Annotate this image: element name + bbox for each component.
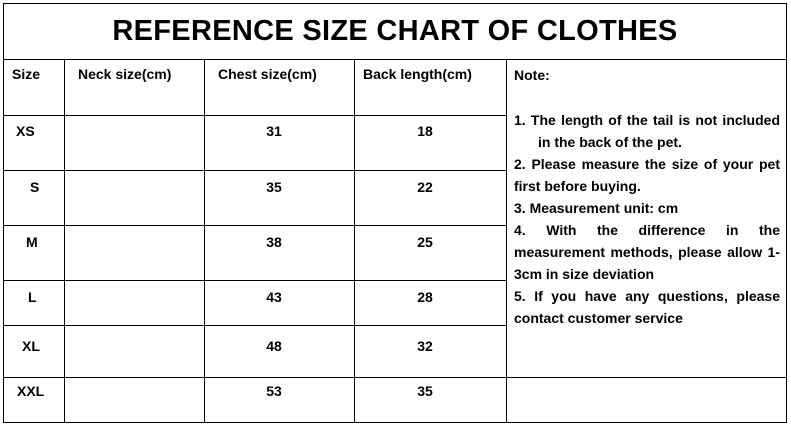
chest-cell: 35 (266, 179, 282, 195)
chest-cell: 31 (266, 123, 282, 139)
note-item: 5. If you have any questions, please contact customer service (514, 288, 780, 326)
size-cell: XS (16, 123, 35, 139)
divider (4, 225, 506, 226)
chest-cell: 43 (266, 289, 282, 305)
notes-list (514, 109, 780, 329)
header-back: Back length(cm) (363, 66, 472, 82)
back-cell: 22 (417, 179, 433, 195)
size-cell: XXL (17, 383, 45, 399)
note-item: 3. Measurement unit: cm (514, 200, 679, 216)
header-neck: Neck size(cm) (78, 66, 172, 82)
chest-cell: 48 (266, 338, 282, 354)
size-cell: L (28, 289, 37, 305)
divider (4, 170, 506, 171)
divider (506, 60, 507, 422)
back-cell: 28 (417, 289, 433, 305)
divider (4, 280, 506, 281)
back-cell: 35 (417, 383, 433, 399)
back-cell: 32 (417, 338, 433, 354)
header-size: Size (12, 66, 41, 82)
divider (4, 377, 786, 378)
back-cell: 18 (417, 123, 433, 139)
note-item: 1. The length of the tail is not included in the back of the pet. (514, 112, 780, 150)
chest-cell: 53 (266, 383, 282, 399)
chest-cell: 38 (266, 234, 282, 250)
divider (4, 325, 506, 326)
divider (4, 115, 506, 116)
header-chest: Chest size(cm) (218, 66, 317, 82)
note-item: 4. With the difference in the measurement methods, please allow 1-3cm in size deviation (514, 222, 780, 282)
back-cell: 25 (417, 234, 433, 250)
size-cell: S (30, 179, 40, 195)
chart-title: REFERENCE SIZE CHART OF CLOTHES (4, 4, 786, 60)
note-item: 2. Please measure the size of your pet first before buying. (514, 156, 780, 194)
size-cell: XL (22, 338, 40, 354)
notes-title: Note: (514, 67, 550, 83)
size-cell: M (26, 234, 38, 250)
size-chart (3, 3, 787, 423)
